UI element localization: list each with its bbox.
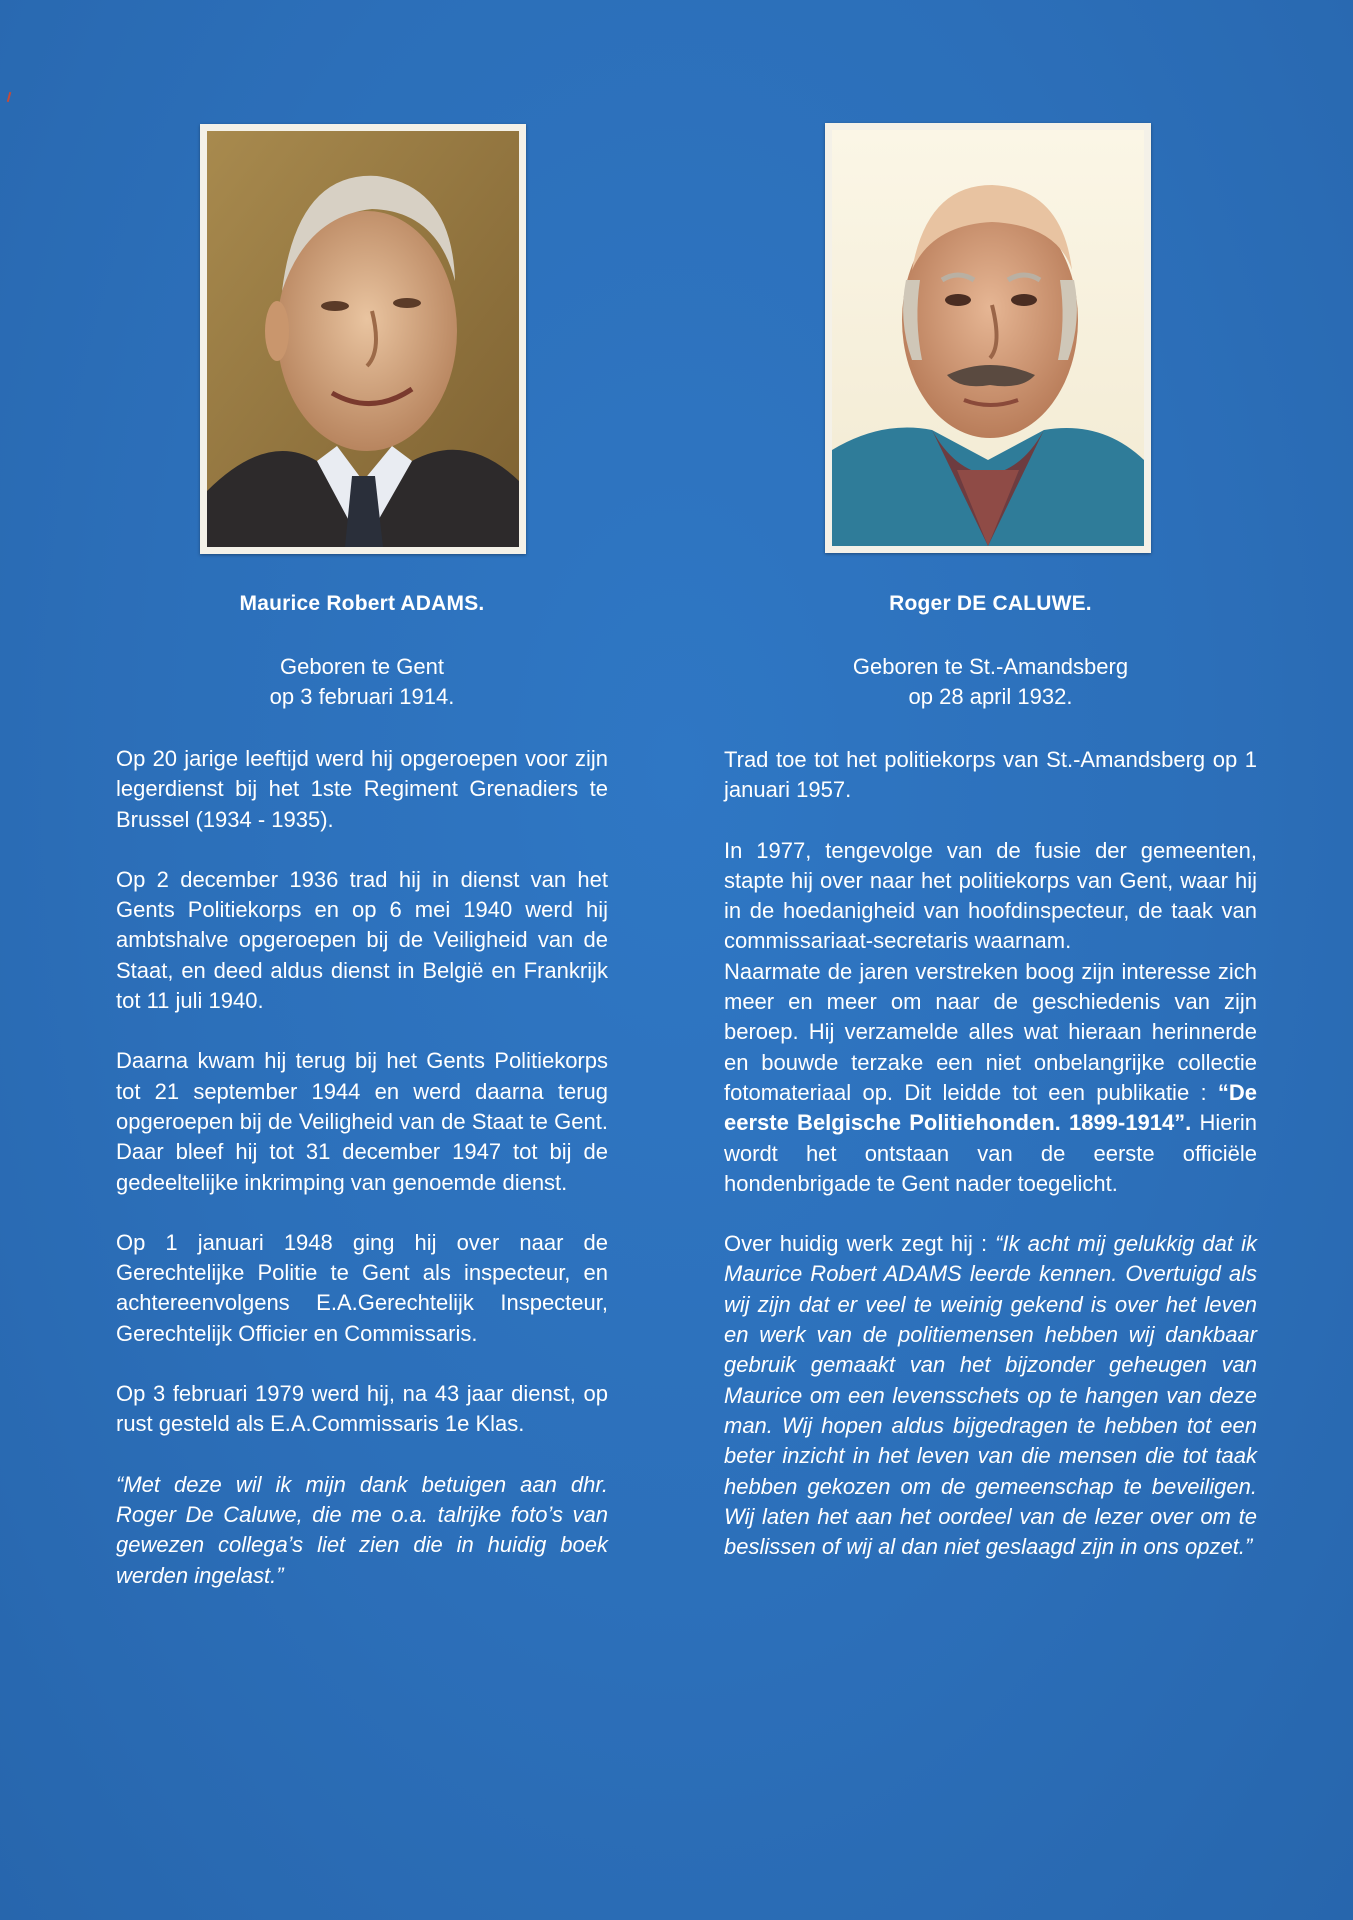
portrait-photo-adams (200, 124, 526, 554)
ink-mark (7, 92, 12, 102)
portrait-photo-de-caluwe (825, 123, 1151, 553)
publication-description: Hierin wordt het ontstaan van de eerste officiële hondenbrigade te Gent nader toegelicht. (724, 1110, 1257, 1196)
birth-date-de-caluwe: op 28 april 1932. (908, 684, 1073, 709)
portrait-de-caluwe-image (832, 130, 1144, 546)
history-interest-text: Naarmate de jaren verstreken boog zijn interesse zich meer en meer om naar de geschiedenis van zijn beroep. Hij verzamelde alles wat hieraan herinnerde en bouwde terzake een niet onbelangrijke collectie fotomateriaal op. Dit leidde tot een publikatie : (724, 958, 1257, 1105)
paragraph-history-interest (724, 957, 1257, 1199)
quote-intro: Over huidig werk zegt hij : (724, 1231, 988, 1257)
publication-title: “De eerste Belgische Politiehonden. 1899-1914”. (724, 1079, 1257, 1136)
birth-date-adams: op 3 februari 1914. (269, 684, 455, 709)
quote-de-caluwe (724, 1229, 1257, 1562)
person-name-de-caluwe: Roger DE CALUWE. (889, 592, 1092, 615)
paragraph-retirement: Op 3 februari 1979 werd hij, na 43 jaar dienst, op rust gesteld als E.A.Commissaris 1e Klas. (116, 1381, 608, 1437)
paragraph-police-entry: Op 2 december 1936 trad hij in dienst van het Gents Politiekorps en op 6 mei 1940 werd hij ambtshalve opgeroepen bij de Veiligheid van de Staat, en deed aldus dienst in België en Frankrijk tot 11 juli 1940. (116, 866, 608, 1014)
paragraph-state-security: Daarna kwam hij terug bij het Gents Politiekorps tot 21 september 1944 en werd daarna terug opgeroepen bij de Veiligheid van de Staat te Gent. Daar bleef hij tot 31 december 1947 tot bij de gedeeltelijke inkrimping van genoemde dienst. (116, 1048, 608, 1195)
paragraph-police-entry-de-caluwe: Trad toe tot het politiekorps van St.-Amandsberg op 1 januari 1957. (724, 747, 1257, 803)
paragraph-military-service: Op 20 jarige leeftijd werd hij opgeroepen voor zijn legerdienst bij het 1ste Regiment Grenadiers te Brussel (1934 - 1935). (116, 746, 608, 832)
birth-place-de-caluwe: Geboren te St.-Amandsberg (852, 654, 1129, 679)
birth-place-adams: Geboren te Gent (280, 654, 444, 679)
biography-text-de-caluwe (724, 745, 1257, 1592)
quote-adams: “Met deze wil ik mijn dank betuigen aan dhr. Roger De Caluwe, die me o.a. talrijke foto’s van gewezen collega’s liet zien die in huidig boek werden ingelast.” (116, 1471, 608, 1588)
biography-text-adams (116, 744, 608, 1621)
portrait-adams-image (207, 131, 519, 547)
paragraph-judicial-police: Op 1 januari 1948 ging hij over naar de Gerechtelijke Politie te Gent als inspecteur, en achtereenvolgens E.A.Gerechtelijk Inspecteur, Gerechtelijk Officier en Commissaris. (116, 1229, 608, 1346)
birth-info-de-caluwe (724, 652, 1257, 712)
person-name-adams: Maurice Robert ADAMS. (239, 592, 485, 615)
paragraph-merger: In 1977, tengevolge van de fusie der gemeenten, stapte hij over naar het politiekorps van Gent, waar hij in de hoedanigheid van hoofdinspecteur, de taak van commissariaat-secretaris waarnam. (724, 837, 1257, 954)
birth-info-adams (116, 652, 608, 712)
quote-text-de-caluwe: “Ik acht mij gelukkig dat ik Maurice Robert ADAMS leerde kennen. Overtuigd als wij zijn dat er veel te weinig gekend is over het leven en werk van de politiemensen hebben wij dankbaar gebruik gemaakt van het bijzonder geheugen van Maurice om een levensschets op te hangen van deze man. Wij hopen aldus bijgedragen te hebben tot een beter inzicht in het leven van die mensen die tot taak hebben gekozen om de gemeenschap te beveiligen. Wij laten het aan het oordeel van de lezer over om te beslissen of wij al dan niet geslaagd zijn in ons opzet.” (724, 1231, 1257, 1560)
